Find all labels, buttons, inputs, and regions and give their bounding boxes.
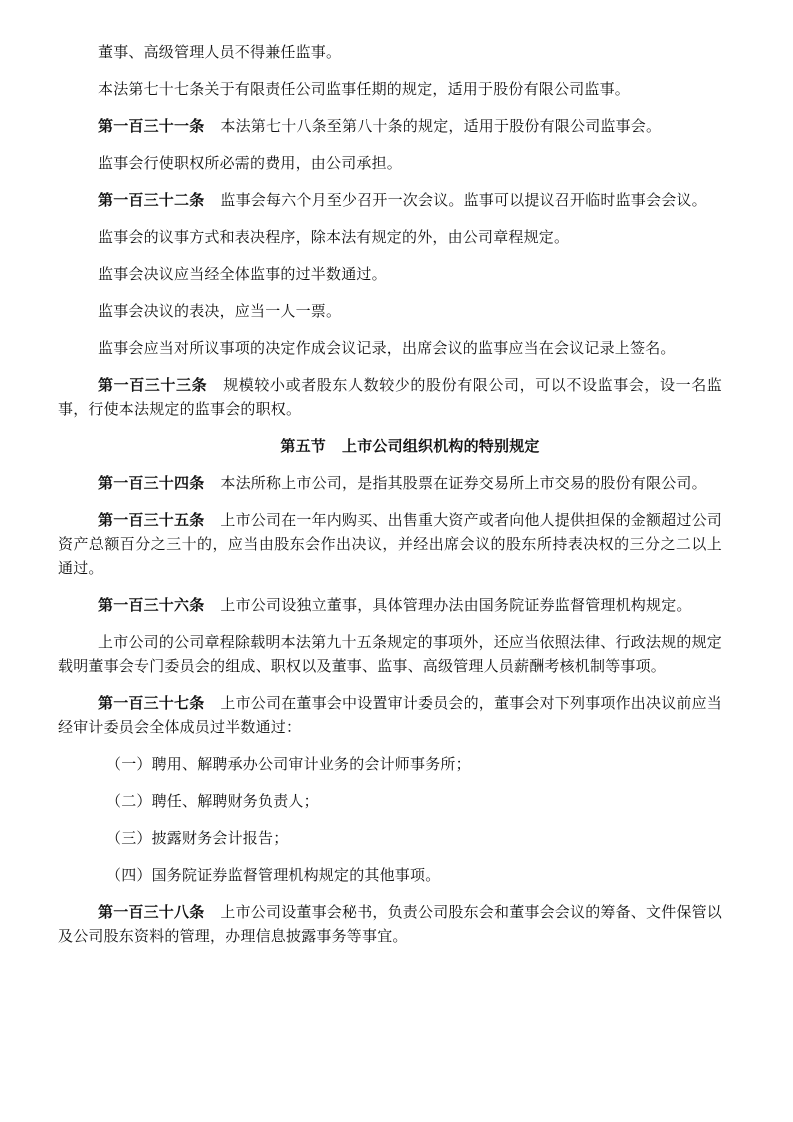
paragraph: [98, 40, 722, 64]
article-text: 上市公司在一年内购买、出售重大资产或者向他人提供担保的金额超过公司资产总额百分之三十的，应当由股东会作出决议，并经出席会议的股东所持表决权的三分之二以上通过。: [58, 511, 723, 577]
article-number: 第一百三十五条: [98, 511, 205, 529]
article-number: 第一百三十七条: [98, 694, 205, 712]
article-number: 第一百三十二条: [98, 191, 205, 209]
article-paragraph: [58, 373, 722, 421]
article-text: 监事会每六个月至少召开一次会议。监事可以提议召开临时监事会会议。: [220, 191, 707, 209]
article-text: 规模较小或者股东人数较少的股份有限公司，可以不设监事会，设一名监事，行使本法规定的监事会的职权。: [58, 376, 722, 418]
article-number: 第一百三十四条: [98, 474, 205, 492]
list-item: （二）聘任、解聘财务负责人；: [106, 792, 319, 810]
article-paragraph: [58, 691, 722, 739]
article-text: 上市公司在董事会中设置审计委员会的，董事会对下列事项作出决议前应当经审计委员会全体成员过半数通过：: [58, 694, 723, 736]
paragraph-text: 监事会的议事方式和表决程序，除本法有规定的外，由公司章程规定。: [98, 228, 570, 246]
paragraph: [98, 262, 722, 286]
paragraph: [98, 336, 722, 360]
article-text: 上市公司设董事会秘书，负责公司股东会和董事会会议的筹备、文件保管以及公司股东资料的管理，办理信息披露事务等事宜。: [58, 903, 723, 945]
paragraph-text: 上市公司的公司章程除载明本法第九十五条规定的事项外，还应当依照法律、行政法规的规定载明董事会专门委员会的组成、职权以及董事、监事、高级管理人员薪酬考核机制等事项。: [58, 633, 722, 675]
paragraph-text: 监事会行使职权所必需的费用，由公司承担。: [98, 154, 403, 172]
article-number: 第一百三十三条: [98, 376, 208, 394]
paragraph-text: 监事会应当对所议事项的决定作成会议记录，出席会议的监事应当在会议记录上签名。: [98, 339, 676, 357]
document-body: [58, 40, 723, 961]
article-text: 本法第七十八条至第八十条的规定，适用于股份有限公司监事会。: [220, 117, 662, 135]
section-heading: [98, 434, 722, 458]
paragraph: [98, 299, 722, 323]
paragraph-text: 监事会决议的表决，应当一人一票。: [98, 302, 342, 320]
article-number: 第一百三十八条: [98, 903, 205, 921]
section-title: 上市公司组织机构的特别规定: [342, 437, 540, 455]
paragraph-text: 董事、高级管理人员不得兼任监事。: [98, 43, 342, 61]
article-text: 上市公司设独立董事，具体管理办法由国务院证券监督管理机构规定。: [220, 596, 692, 614]
list-item: （三）披露财务会计报告；: [106, 829, 289, 847]
paragraph: [98, 77, 722, 101]
section-number: 第五节: [280, 437, 326, 455]
article-paragraph: [98, 593, 722, 617]
article-paragraph: [98, 471, 722, 495]
article-number: 第一百三十六条: [98, 596, 205, 614]
article-number: 第一百三十一条: [98, 117, 205, 135]
paragraph-text: 监事会决议应当经全体监事的过半数通过。: [98, 265, 387, 283]
article-paragraph: [98, 188, 722, 212]
paragraph: [58, 630, 722, 678]
paragraph: [98, 225, 722, 249]
paragraph: [98, 151, 722, 175]
list-item: （一）聘用、解聘承办公司审计业务的会计师事务所；: [106, 755, 471, 773]
paragraph-text: 本法第七十七条关于有限责任公司监事任期的规定，适用于股份有限公司监事。: [98, 80, 631, 98]
list-item: （四）国务院证券监督管理机构规定的其他事项。: [106, 866, 441, 884]
article-paragraph: [58, 900, 722, 948]
article-paragraph: [58, 508, 722, 580]
article-text: 本法所称上市公司，是指其股票在证券交易所上市交易的股份有限公司。: [220, 474, 707, 492]
article-paragraph: [98, 114, 722, 138]
